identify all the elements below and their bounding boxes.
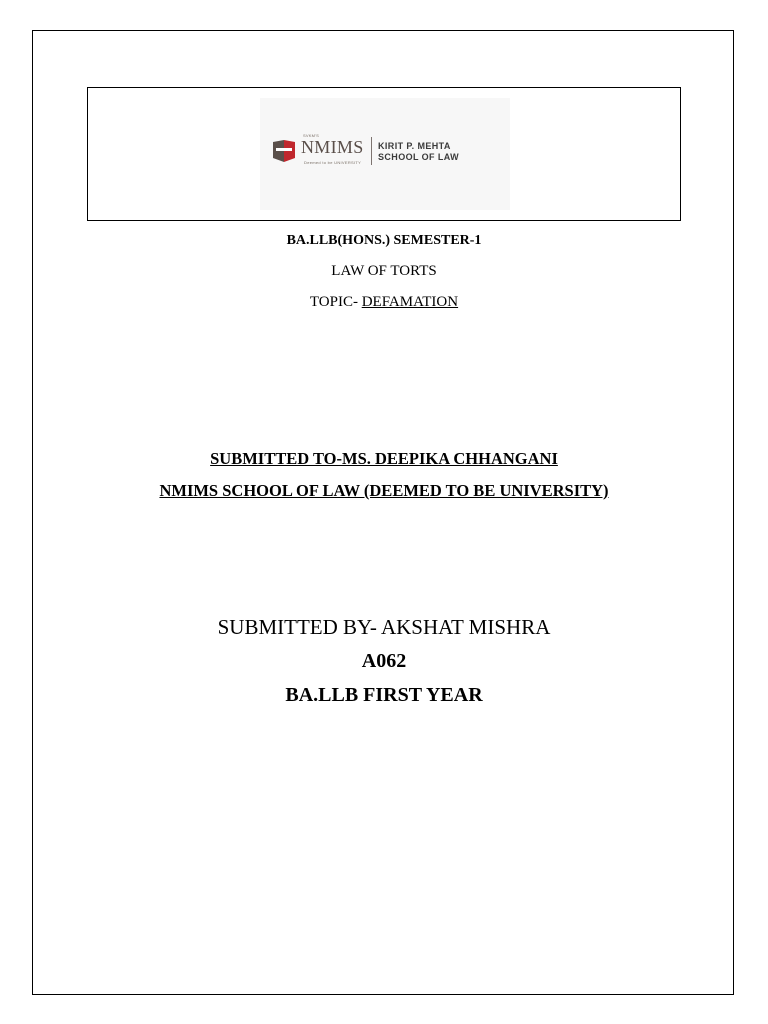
logo-tagline: Deemed to be UNIVERSITY: [304, 160, 362, 165]
roll-number: A062: [361, 650, 407, 672]
logo-school-name-line-2: SCHOOL OF LAW: [378, 152, 460, 162]
logo-small-caps: SVKM'S: [303, 133, 319, 138]
year-line: BA.LLB FIRST YEAR: [285, 684, 483, 706]
logo-school-name-line-1: KIRIT P. MEHTA: [378, 141, 451, 151]
submitted-by-line: SUBMITTED BY- AKSHAT MISHRA: [217, 615, 551, 639]
topic-line: [0, 294, 768, 311]
nmims-emblem-icon: [273, 140, 295, 162]
topic-prefix: TOPIC-: [309, 294, 362, 310]
institution-line: NMIMS SCHOOL OF LAW (DEEMED TO BE UNIVERSITY): [159, 481, 609, 500]
topic-title: DEFAMATION: [361, 294, 459, 310]
logo-divider: [371, 137, 372, 165]
program-line: BA.LLB(HONS.) SEMESTER-1: [286, 233, 482, 248]
logo-brand-name: NMIMS: [301, 137, 364, 157]
subject-line: LAW OF TORTS: [331, 263, 437, 279]
submitted-to-line: SUBMITTED TO-MS. DEEPIKA CHHANGANI: [210, 449, 558, 468]
